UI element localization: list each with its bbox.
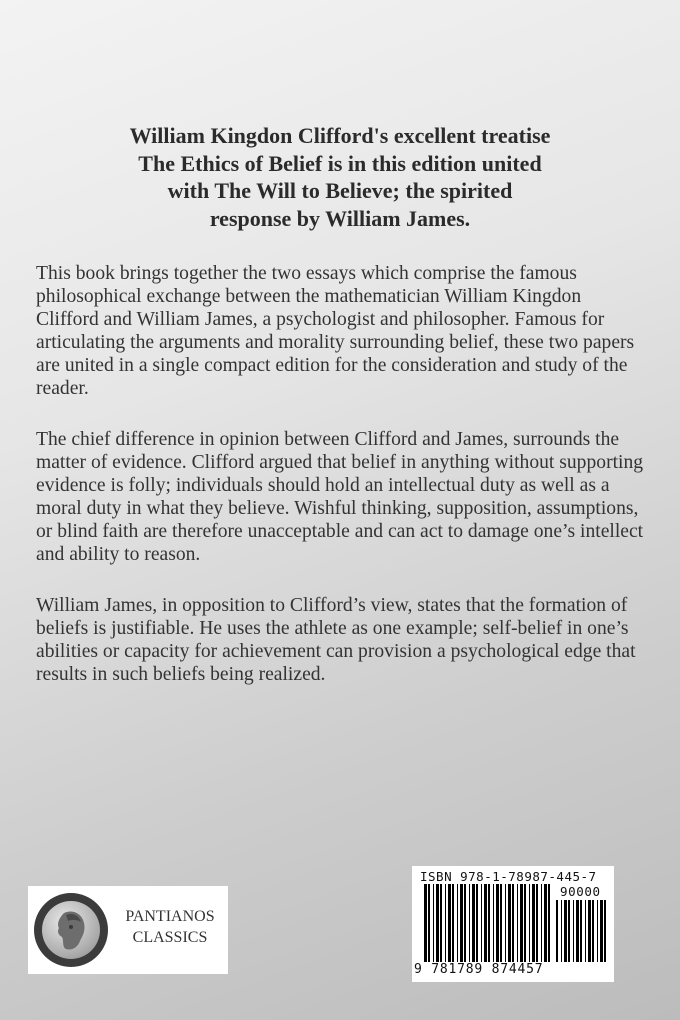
paragraph-james: William James, in opposition to Clifford’s view, states that the formation of beliefs is justifiable. He uses the athlete as one example; self-belief in one’s abilities or capacity for achievement can provision a psychological edge that results in such beliefs being realized.	[36, 595, 636, 685]
paragraph-intro: This book brings together the two essays which comprise the famous philosophical exchange between the mathematician William Kingdon Clifford and William James, a psychologist and philosopher. Famous for articulating the arguments and morality surrounding belief, these two papers are united in a single compact edition for the consideration and study of the reader.	[36, 263, 635, 399]
blurb-line-1: William Kingdon Clifford's excellent treatise	[129, 123, 551, 148]
description	[36, 262, 648, 714]
blurb-line-3: with The Will to Believe; the spirited	[167, 178, 513, 203]
ean-bars	[424, 884, 552, 962]
isbn-barcode	[412, 866, 614, 982]
publisher-logo	[28, 886, 228, 974]
supplement-code: 90000	[560, 884, 601, 899]
isbn-label: ISBN 978-1-78987-445-7	[420, 869, 597, 884]
coin-portrait-icon	[34, 893, 108, 967]
supplement-bars	[556, 900, 608, 962]
blurb-line-4: response by William James.	[209, 205, 471, 231]
paragraph-clifford: The chief difference in opinion between Clifford and James, surrounds the matter of evidence. Clifford argued that belief in anything without supporting evidence is folly; individuals should hold an intellectual duty as well as a moral duty in what they believe. Wishful thinking, supposition, assumptions, or blind faith are therefore unacceptable and can act to damage one’s intellect and ability to reason.	[36, 429, 644, 565]
cover-blurb	[60, 122, 620, 232]
ean-digits: 9 781789 874457	[414, 962, 544, 977]
publisher-line-1: PANTIANOS	[125, 908, 215, 925]
publisher-line-2: CLASSICS	[132, 929, 208, 946]
blurb-line-2: The Ethics of Belief is in this edition united	[138, 150, 542, 176]
publisher-name	[116, 906, 224, 948]
